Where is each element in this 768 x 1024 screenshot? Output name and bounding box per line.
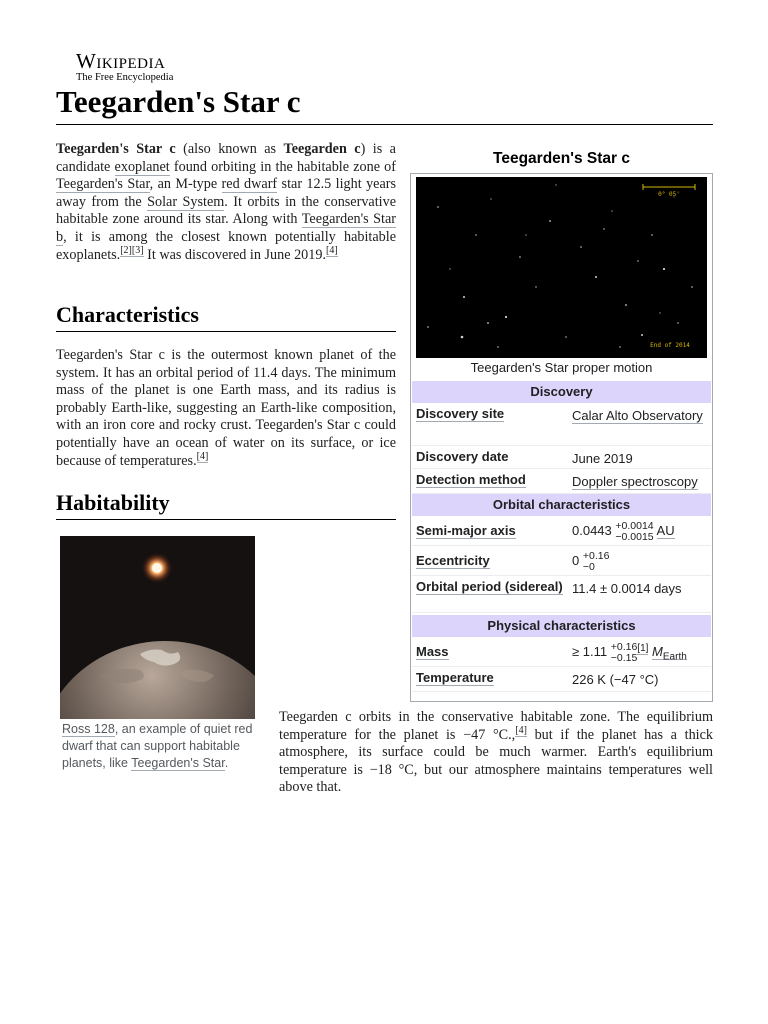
link-ross-128[interactable]: Ross 128 bbox=[62, 722, 115, 736]
image-caption bbox=[62, 721, 262, 772]
sma-minus: −0.0015 bbox=[615, 530, 654, 543]
row-label bbox=[416, 406, 566, 422]
ref-link[interactable]: [2] bbox=[120, 244, 132, 256]
intro-text: . It orbits in the conservative habitable zone around its star. Along with bbox=[56, 193, 396, 228]
row-label bbox=[416, 553, 566, 569]
page-title: Teegarden's Star c bbox=[56, 84, 301, 119]
habitability-paragraph bbox=[279, 709, 713, 797]
eccentricity-uncertainty bbox=[583, 551, 610, 573]
habitability-text: but if the planet has a thick atmosphere, its surface could be much warmer. Earth's equilibrium temperature is −18 °C, but our atmosphere maintains temperatures well above that. bbox=[279, 726, 714, 796]
row-value bbox=[572, 546, 710, 576]
discovery-date-value: June 2019 bbox=[572, 451, 633, 466]
ref-link[interactable]: [1] bbox=[637, 642, 649, 654]
section-heading-characteristics: Characteristics bbox=[56, 302, 199, 327]
link-discovery-site[interactable]: Discovery site bbox=[416, 406, 505, 421]
characteristics-paragraph bbox=[56, 347, 396, 470]
mass-uncertainty bbox=[611, 642, 638, 664]
intro-text: (also known as bbox=[175, 141, 284, 157]
intro-text: found orbiting in the habitable zone of bbox=[169, 158, 396, 175]
orbital-period-value: 11.4 ± 0.0014 days bbox=[572, 581, 682, 596]
habitability-text: Teegarden c orbits in the conservative habitable zone. The equilibrium temperature for the planet is −47 °C., bbox=[279, 709, 713, 743]
infobox-header-physical: Physical characteristics bbox=[412, 615, 711, 637]
sma-uncertainty bbox=[615, 521, 653, 543]
mass-unit-sub: Earth bbox=[662, 651, 687, 663]
mass-minus: −0.15 bbox=[610, 651, 638, 664]
infobox-image-caption: Teegarden's Star proper motion bbox=[470, 360, 653, 375]
ecc-plus: +0.16 bbox=[582, 549, 610, 562]
intro-paragraph bbox=[56, 141, 396, 264]
row-label bbox=[416, 523, 566, 539]
row-value bbox=[572, 516, 710, 546]
link-teegardens-star[interactable]: Teegarden's Star bbox=[56, 176, 150, 193]
row-label bbox=[416, 472, 566, 488]
scale-label: 0° 05' bbox=[658, 191, 680, 198]
row-label bbox=[416, 670, 566, 686]
ref-link[interactable]: [4] bbox=[515, 724, 527, 736]
infobox-row-eccentricity bbox=[412, 546, 711, 576]
infobox-title: Teegarden's Star c bbox=[493, 150, 630, 167]
link-doppler-spectroscopy[interactable]: Doppler spectroscopy bbox=[572, 474, 698, 489]
row-label bbox=[416, 449, 566, 465]
characteristics-text: Teegarden's Star c is the outermost known planet of the system. It has an orbital period of 11.4 days. The minimum mass of the planet is one Earth mass, and its radius is probably Earth-like, suggesting an Earth-like composition, with an iron core and rocky crust. Teegarden's Star c could potentially have an ocean of water on its surface, or ice because of temperatures. bbox=[56, 347, 396, 469]
infobox-header-orbital: Orbital characteristics bbox=[412, 494, 711, 516]
intro-text: star 12.5 light years away from the bbox=[56, 176, 397, 210]
ecc-minus: −0 bbox=[582, 560, 595, 573]
sma-plus: +0.0014 bbox=[615, 519, 654, 532]
infobox-row-orbital-period bbox=[412, 576, 711, 613]
intro-bold-title: Teegarden's Star c bbox=[56, 141, 176, 157]
infobox-row-discovery-site bbox=[412, 403, 711, 446]
mass-value: ≥ 1.11 bbox=[572, 644, 608, 659]
mass-unit: M bbox=[652, 644, 663, 659]
caption-text: . bbox=[224, 756, 229, 770]
discovery-date-label: Discovery date bbox=[416, 449, 509, 464]
link-semi-major-axis[interactable]: Semi-major axis bbox=[416, 523, 516, 538]
proper-motion-image[interactable] bbox=[416, 177, 707, 358]
ref-link[interactable]: [4] bbox=[326, 244, 338, 256]
link-mass[interactable]: Mass bbox=[416, 644, 449, 659]
link-red-dwarf[interactable]: red dwarf bbox=[221, 176, 278, 193]
link-eccentricity[interactable]: Eccentricity bbox=[416, 553, 490, 568]
wikipedia-logo[interactable] bbox=[76, 51, 206, 84]
link-temperature[interactable]: Temperature bbox=[416, 670, 494, 685]
ref-link[interactable]: [4] bbox=[196, 450, 209, 462]
infobox-header-discovery: Discovery bbox=[412, 381, 711, 403]
ref-link[interactable]: [3] bbox=[131, 244, 144, 256]
logo-wordmark: Wikipedia bbox=[76, 49, 166, 73]
link-earth-mass[interactable] bbox=[652, 644, 687, 663]
intro-text: , it is among the closest known potentially habitable exoplanets. bbox=[56, 228, 396, 263]
infobox-row-temperature bbox=[412, 667, 711, 692]
star-field bbox=[416, 177, 707, 358]
row-label bbox=[416, 579, 566, 595]
infobox-row-mass bbox=[412, 637, 711, 667]
ross-128-image[interactable] bbox=[60, 536, 255, 719]
mass-plus: +0.16 bbox=[610, 640, 638, 653]
logo-tagline: The Free Encyclopedia bbox=[76, 72, 174, 83]
section-divider bbox=[56, 331, 396, 332]
intro-text: , an M-type bbox=[149, 176, 222, 193]
row-label bbox=[416, 644, 566, 660]
intro-bold-alias: Teegarden c bbox=[283, 141, 361, 157]
temperature-value: 226 K (−47 °C) bbox=[572, 672, 659, 687]
section-divider bbox=[56, 519, 396, 520]
infobox-row-detection-method bbox=[412, 469, 711, 494]
link-detection-method[interactable]: Detection method bbox=[416, 472, 526, 487]
caption-text: , an example of quiet red dwarf that can support habitable planets, like bbox=[62, 722, 253, 770]
intro-text: ) is a candidate bbox=[56, 141, 396, 175]
link-solar-system[interactable]: Solar System bbox=[147, 193, 225, 210]
link-teegardens-star-b[interactable]: Teegarden's Star b bbox=[56, 211, 396, 245]
link-astronomical-unit[interactable]: AU bbox=[656, 523, 675, 538]
row-value bbox=[572, 406, 710, 425]
intro-text: It was discovered in June 2019. bbox=[143, 246, 326, 263]
infobox bbox=[410, 173, 713, 702]
infobox-row-discovery-date bbox=[412, 446, 711, 469]
row-value bbox=[572, 472, 710, 491]
link-calar-alto[interactable]: Calar Alto Observatory bbox=[572, 408, 703, 423]
link-exoplanet[interactable]: exoplanet bbox=[114, 158, 170, 175]
link-teegardens-star[interactable]: Teegarden's Star bbox=[131, 756, 225, 770]
link-orbital-period[interactable]: Orbital period (sidereal) bbox=[416, 579, 563, 594]
sma-value: 0.0443 bbox=[572, 523, 612, 538]
title-divider bbox=[56, 124, 713, 125]
eccentricity-value: 0 bbox=[572, 553, 580, 568]
infobox-row-semi-major-axis bbox=[412, 516, 711, 546]
planet-illustration bbox=[60, 536, 255, 719]
date-label: End of 2014 bbox=[650, 342, 690, 349]
section-heading-habitability: Habitability bbox=[56, 490, 170, 515]
